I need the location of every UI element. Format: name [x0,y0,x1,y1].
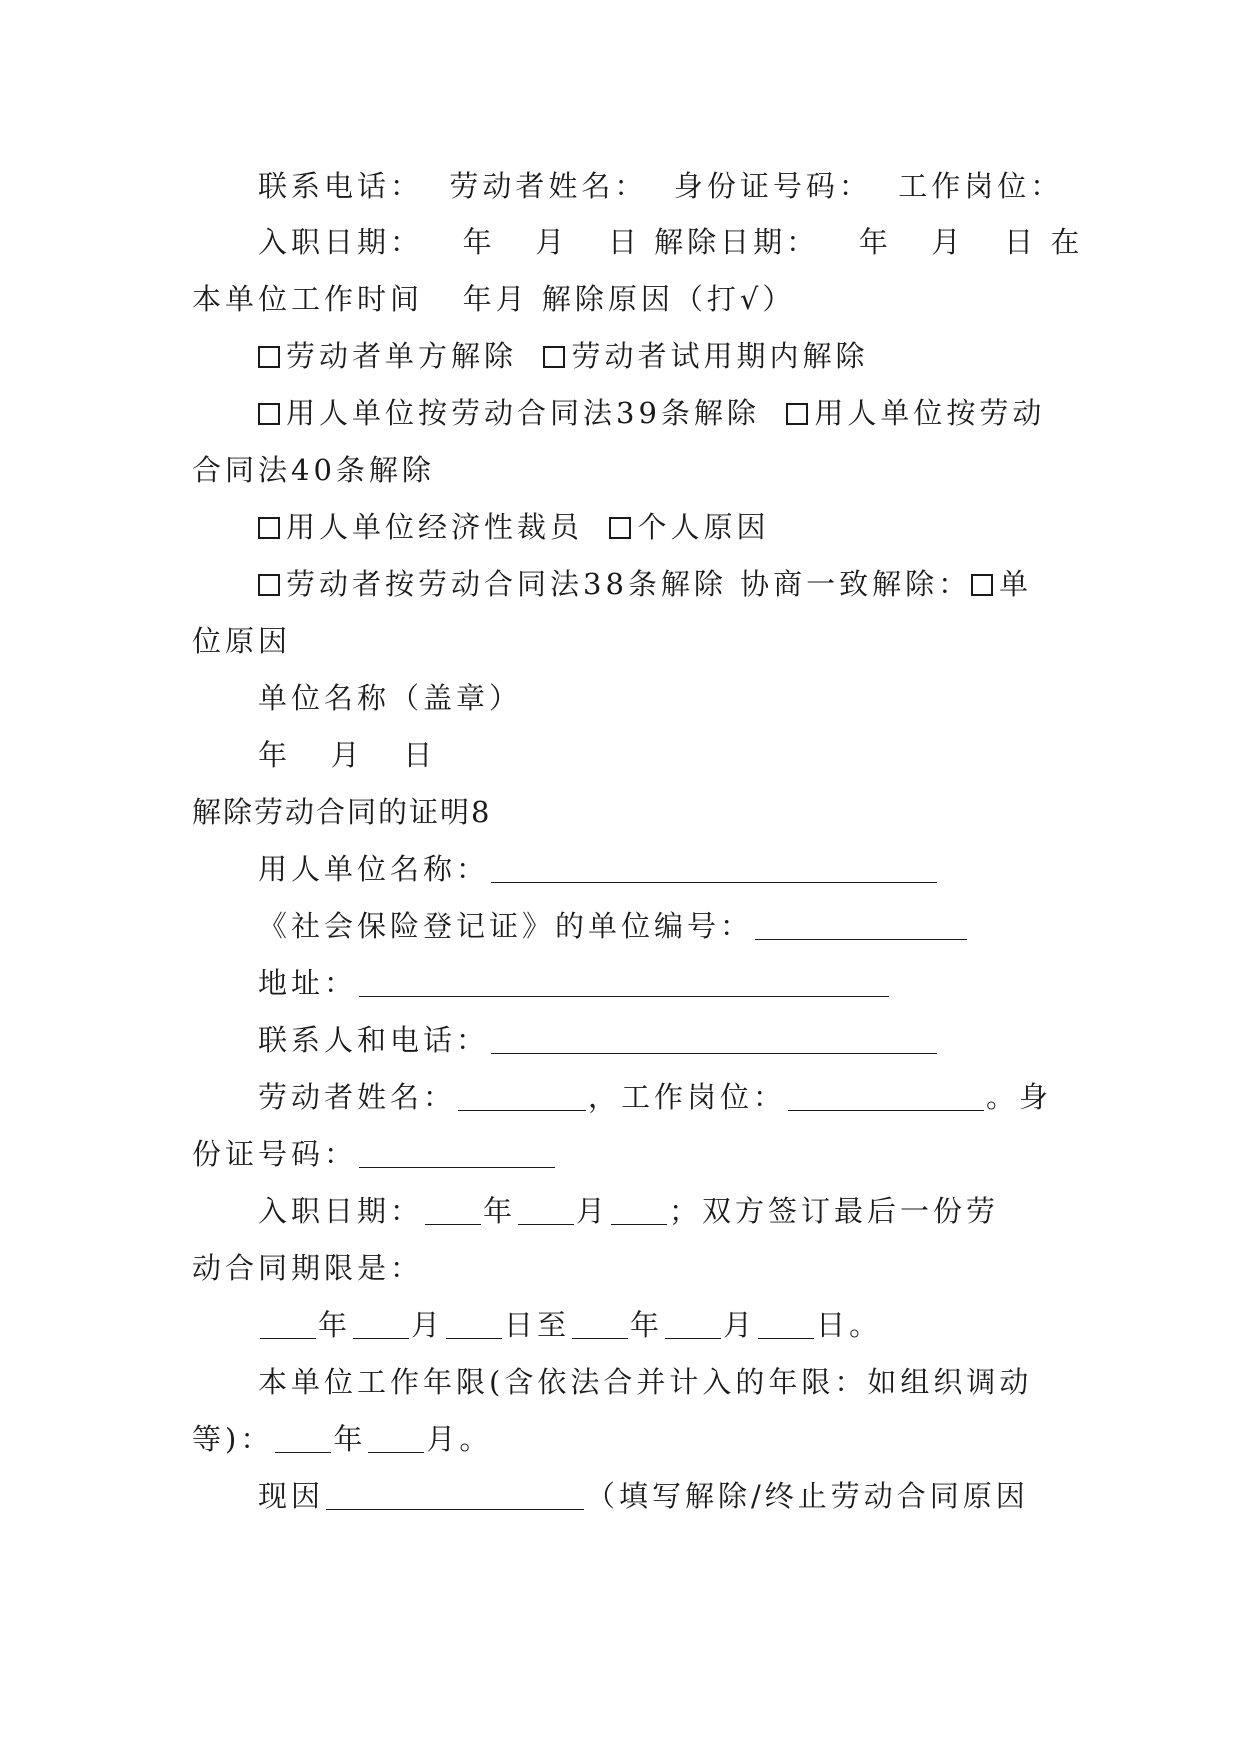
year-label: 年 [630,1308,664,1342]
checkbox-icon [258,574,280,596]
contact-label: 联系人和电话： [258,1023,490,1057]
end-year-blank[interactable] [572,1312,628,1339]
certificate-title: 解除劳动合同的证明8 [192,795,492,829]
worker-name-label: 劳动者姓名： [258,1080,457,1114]
reason-unit: 单 [999,567,1033,601]
reason-personal: 个人原因 [637,510,770,544]
tenure-label: 等)： [192,1422,274,1456]
address-blank[interactable] [359,970,889,997]
date-line: 年 月 日 [258,738,437,772]
id-prefix: 。身 [986,1080,1053,1114]
contact-blank[interactable] [491,1027,937,1054]
work-time-text: 本单位工作时间 年月 解除原因（打 [192,282,740,316]
employer-blank[interactable] [491,856,937,883]
checkbox-icon [786,403,808,425]
reason-row-3 [258,507,769,547]
contact-line [258,1020,939,1060]
work-time-line [192,279,795,319]
reason-line [258,1476,1029,1516]
month-label: 月 [576,1194,610,1228]
contact-info-line: 联系电话： 劳动者姓名： 身份证号码： 工作岗位： [258,169,1064,203]
reason-blank[interactable] [326,1483,584,1510]
checkbox-icon [258,517,280,539]
reason-row-2-cont: 合同法40条解除 [192,453,435,487]
entry-date-line [258,1191,999,1231]
worker-name-blank[interactable] [458,1084,586,1111]
end-month-blank[interactable] [665,1312,721,1339]
id-blank[interactable] [359,1141,555,1168]
reason-art40: 用人单位按劳动 [814,396,1046,430]
contract-term-line: 动合同期限是： [192,1251,424,1285]
period-end-label: 日。 [816,1308,883,1342]
end-day-blank[interactable] [758,1312,814,1339]
worker-line [258,1077,1052,1117]
start-month-blank[interactable] [353,1312,409,1339]
entry-day-blank[interactable] [611,1198,667,1225]
employer-line [258,849,939,889]
reason-unilateral: 劳动者单方解除 [286,339,518,373]
checkbox-icon [543,346,565,368]
id-line [192,1134,557,1174]
tenure-month-blank[interactable] [368,1426,424,1453]
reason-row-4-cont: 位原因 [192,624,292,658]
entry-label: 入职日期： [258,1194,424,1228]
reason-row-4 [258,564,1032,604]
social-insurance-line [258,906,969,946]
month-label: 月 [723,1308,757,1342]
employer-label: 用人单位名称： [258,852,490,886]
address-label: 地址： [258,966,358,1000]
reason-tail: （填写解除/终止劳动合同原因 [586,1479,1029,1513]
checkbox-icon [258,346,280,368]
social-insurance-label: 《社会保险登记证》的单位编号： [258,909,754,943]
reason-art39: 用人单位按劳动合同法39条解除 [286,396,760,430]
seal-line: 单位名称（盖章） [258,681,523,715]
month-end-label: 月。 [426,1422,493,1456]
reason-art38: 劳动者按劳动合同法38条解除 协商一致解除： [286,567,972,601]
checkbox-icon [258,403,280,425]
tenure-year-blank[interactable] [275,1426,331,1453]
entry-dates-line: 入职日期： 年 月 日 解除日期： 年 月 日 在 [258,225,1084,259]
address-line [258,963,891,1003]
start-day-blank[interactable] [446,1312,502,1339]
post-label: ，工作岗位： [588,1080,787,1114]
reason-label: 现因 [258,1479,325,1513]
post-blank[interactable] [788,1084,984,1111]
month-label: 月 [411,1308,445,1342]
checkbox-icon [971,574,993,596]
year-label: 年 [333,1422,367,1456]
reason-row-1 [258,336,868,376]
start-year-blank[interactable] [260,1312,316,1339]
work-time-close: ） [762,282,796,316]
year-label: 年 [318,1308,352,1342]
reason-row-2 [258,393,1045,433]
social-insurance-blank[interactable] [755,913,967,940]
reason-layoff: 用人单位经济性裁员 [286,510,584,544]
entry-year-blank[interactable] [425,1198,481,1225]
entry-tail: ；双方签订最后一份劳 [669,1194,1000,1228]
entry-month-blank[interactable] [518,1198,574,1225]
checkbox-icon [609,517,631,539]
tenure-line: 本单位工作年限(含依法合并计入的年限：如组织调动 [258,1365,1033,1399]
tenure-line-cont [192,1419,492,1459]
reason-probation: 劳动者试用期内解除 [571,339,869,373]
checkmark-icon: √ [739,282,763,316]
to-label: 日至 [504,1308,571,1342]
period-line [258,1305,882,1345]
year-label: 年 [483,1194,517,1228]
id-label: 份证号码： [192,1137,358,1171]
